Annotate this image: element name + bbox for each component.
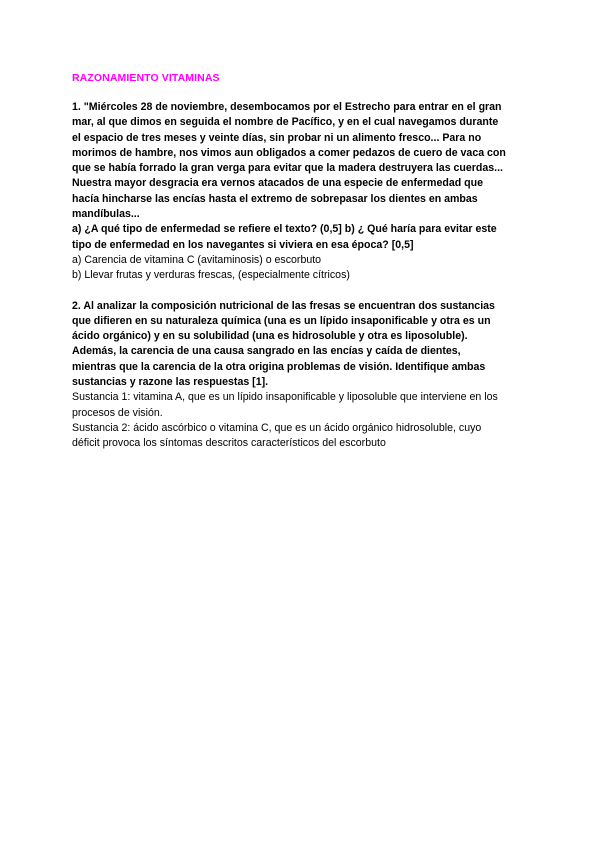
text-line: ácido orgánico) y en su solubilidad (una es hidrosoluble y otra es liposoluble). [72,330,468,343]
question-block-2 [72,299,532,452]
text-line: sustancias y razone las respuestas [1]. [72,376,269,389]
text-line: Además, la carencia de una causa sangrado en las encías y caída de dientes, [72,345,461,358]
answer-2-text [72,390,532,451]
text-line: a) ¿A qué tipo de enfermedad se refiere el texto? (0,5] b) ¿ Qué haría para evitar este [72,223,497,236]
text-line: mientras que la carencia de la otra origina problemas de visión. Identifique ambas [72,360,486,373]
answer-1-text [72,253,532,284]
text-line: déficit provoca los síntomas descritos característicos del escorbuto [72,437,386,450]
text-line: 1. "Miércoles 28 de noviembre, desembocamos por el Estrecho para entrar en el gran [72,101,502,113]
document-title: RAZONAMIENTO VITAMINAS [72,72,220,84]
document-page [72,71,532,452]
text-line: tipo de enfermedad en los navegantes si viviera en esa época? [0,5] [72,238,414,251]
text-line: Sustancia 1: vitamina A, que es un lípido insaponificable y liposoluble que interviene en los [72,391,498,404]
question-1-text [72,100,532,253]
text-line: morimos de hambre, nos vimos aun obligados a comer pedazos de cuero de vaca con [72,146,506,159]
text-line: que difieren en su naturaleza química (una es un lípido insaponificable y otra es un [72,314,491,327]
block-spacer [72,284,532,299]
text-line: mar, al que dimos en seguida el nombre de Pacífico, y en el cual navegamos durante [72,116,499,129]
text-line: a) Carencia de vitamina C (avitaminosis) o escorbuto [72,253,322,266]
text-line: procesos de visión. [72,406,163,419]
text-line: hacía hincharse las encías hasta el extremo de sobrepasar los dientes en ambas [72,192,478,205]
text-line: 2. Al analizar la composición nutricional de las fresas se encuentran dos sustancias [72,299,495,312]
text-line: el espacio de tres meses y veinte días, sin probar ni un alimento fresco... Para no [72,131,482,144]
text-line: Nuestra mayor desgracia era vernos atacados de una especie de enfermedad que [72,177,483,190]
text-line: Sustancia 2: ácido ascórbico o vitamina C, que es un ácido orgánico hidrosoluble, cuyo [72,421,482,434]
text-line: mandíbulas... [72,208,140,221]
question-block-1 [72,100,532,284]
text-line: que se había forrado la gran verga para evitar que la madera destruyera las cuerdas... [72,162,503,175]
question-2-text [72,299,532,391]
text-line: b) Llevar frutas y verduras frescas, (especialmente cítricos) [72,269,350,282]
